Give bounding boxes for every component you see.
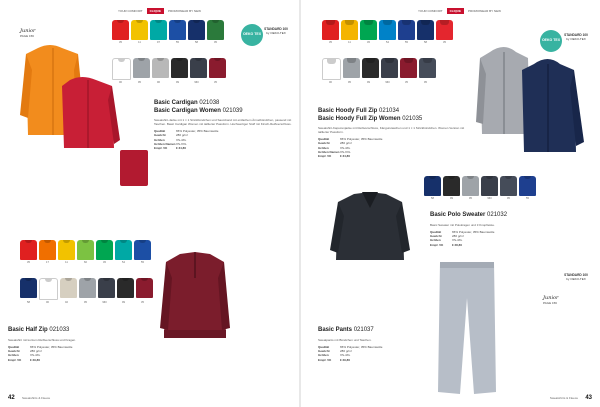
color-swatch (400, 58, 417, 78)
spec-key: Größen Damen (318, 150, 340, 155)
color-swatch (152, 58, 169, 78)
color-swatch (343, 58, 360, 78)
color-code: 58 (195, 41, 198, 44)
color-code: 35 (141, 301, 144, 304)
color-code: 58 (431, 197, 434, 200)
color-swatch (443, 176, 460, 196)
halfzip-photo (160, 248, 230, 343)
color-swatch (39, 240, 56, 260)
color-swatch (77, 240, 94, 260)
spec-value: 65% Polyester, 35% Baumwolle (340, 344, 383, 349)
color-swatch (398, 20, 415, 40)
pants-info (318, 327, 438, 362)
standard-title: STANDARD 100 (564, 33, 588, 37)
spec-key: Größen Damen (154, 142, 176, 147)
color-code: 05 (214, 41, 217, 44)
color-swatch (96, 240, 113, 260)
color-code: 35 (405, 81, 408, 84)
color-code: 00 (46, 301, 49, 304)
hoody-photo (476, 42, 588, 154)
spec-value: € 28,80 (452, 242, 463, 247)
footer-section-left: Sweatshirts & Fleece (22, 396, 51, 400)
color-code: 11 (138, 41, 141, 44)
halfzip-title: Basic Half Zip 021033 (8, 327, 70, 333)
color-code: 99 (367, 81, 370, 84)
color-code: 35 (27, 261, 30, 264)
color-swatch (481, 176, 498, 196)
page-gutter (299, 0, 301, 407)
spec-value: XS-4XL (176, 137, 187, 142)
color-swatch (98, 278, 115, 298)
junior-page-ref: PAGE 156 (20, 34, 34, 38)
cardigan-description: Sweatshirt-Jacke mit 1 × 1 Strickbündchen und Saumband mit einfachem Ärmelbündchen, passend mit Taschen. Basic Cardigan Women mit taillierter Passform. Hochwertiger Stoff mit Kirsch-Reißverschluss. (154, 118, 292, 127)
color-swatch (20, 278, 37, 298)
color-swatch (417, 20, 434, 40)
color-code: 99 (450, 197, 453, 200)
color-code: 97 (157, 41, 160, 44)
header-label: PROMOWEAR BY NEW (467, 9, 501, 13)
spec-value: XS-4XL (340, 145, 351, 150)
sweater-photo (330, 188, 410, 263)
color-swatch (39, 278, 58, 300)
color-code: 35 (119, 41, 122, 44)
color-swatch (188, 20, 205, 40)
cardigan-detail-photo (120, 150, 148, 186)
pants-title: Basic Pants 021037 (318, 327, 374, 333)
color-code: 45 (367, 41, 370, 44)
color-code: 54 (386, 41, 389, 44)
color-swatch (379, 20, 396, 40)
color-code: 55 (526, 197, 529, 200)
standard-100-label (262, 28, 290, 35)
color-code: 960 (385, 81, 390, 84)
color-swatch (169, 20, 186, 40)
footer-section-right: Sweatshirts & Fleece (549, 396, 578, 400)
color-swatch (20, 240, 37, 260)
spec-key: Qualität (154, 129, 166, 134)
color-swatch (419, 58, 436, 78)
spec-value: XS-XXL (340, 150, 351, 155)
color-swatch (341, 20, 358, 40)
junior-logo-right (543, 295, 558, 305)
color-swatch (322, 58, 341, 80)
color-swatch (207, 20, 224, 40)
spec-value: 65% Polyester, 35% Baumwolle (452, 229, 495, 234)
color-code: 17 (46, 261, 49, 264)
cardigan-info (154, 100, 294, 151)
spec-value: € 29,80 (340, 357, 351, 362)
color-code: 960 (102, 301, 107, 304)
spec-key: Größen (8, 353, 19, 358)
spec-key: Empf. VK (430, 242, 444, 247)
header-label: PROMOWEAR BY NEW (167, 9, 201, 13)
standard-100-label-pants (561, 274, 591, 281)
spec-value: XS-4XL (452, 238, 463, 243)
spec-value: 65% Polyester, 35% Baumwolle (176, 129, 219, 134)
spec-key: Empf. VK (8, 357, 22, 362)
color-swatch (209, 58, 226, 78)
color-swatch (171, 58, 188, 78)
color-code: 02 (65, 301, 68, 304)
spec-key: Gewicht (318, 141, 330, 146)
color-swatch (519, 176, 536, 196)
spec-row (430, 243, 560, 247)
page-number-right: 43 (585, 395, 592, 401)
spec-value: XS-4XL (340, 353, 351, 358)
spec-key: Gewicht (318, 348, 330, 353)
spec-value: XS-4XL (30, 353, 41, 358)
color-code: 35 (443, 41, 446, 44)
spec-key: Empf. VK (154, 146, 168, 151)
hoody-info (318, 108, 468, 159)
badge-text: OEKO TEX (242, 32, 262, 37)
spec-key: Empf. VK (318, 357, 332, 362)
color-swatch (117, 278, 134, 298)
standard-sub: by OEKO-TEX (566, 276, 586, 281)
spec-key: Größen (430, 238, 441, 243)
hoody-specs (318, 137, 468, 159)
cardigan-swatches (112, 20, 226, 84)
color-code: 00 (119, 81, 122, 84)
color-swatch (362, 58, 379, 78)
standard-title: STANDARD 100 (564, 273, 588, 277)
color-code: 11 (65, 261, 68, 264)
spec-value: 65% Polyester, 35% Baumwolle (30, 344, 73, 349)
spec-key: Größen (154, 137, 165, 142)
color-swatch (133, 58, 150, 78)
sweater-title: Basic Polo Sweater 021032 (430, 212, 508, 218)
color-swatch (360, 20, 377, 40)
spec-value: € 34,80 (176, 146, 187, 151)
halfzip-description: Sweatshirt mit kurzem Reißverschluss und Kragen. (8, 337, 77, 342)
color-swatch (381, 58, 398, 78)
color-code: 55 (141, 261, 144, 264)
junior-page-ref: PAGE 156 (543, 301, 557, 305)
halfzip-info (8, 327, 148, 362)
color-swatch (79, 278, 96, 298)
spec-key: Qualität (430, 229, 442, 234)
spec-value: 280 g/m² (176, 133, 188, 138)
hoody-swatches (322, 20, 453, 84)
pants-specs (318, 345, 438, 362)
junior-logo-left (20, 28, 35, 38)
color-code: 35 (214, 81, 217, 84)
sweater-specs (430, 230, 560, 247)
spec-key: Qualität (318, 344, 330, 349)
color-code: 58 (424, 41, 427, 44)
cardigan-title: Basic Cardigan 021038 Basic Cardigan Women 021039 (154, 100, 243, 114)
color-code: 55 (405, 41, 408, 44)
spec-value: € 29,80 (30, 357, 41, 362)
spec-value: XS-XXL (176, 142, 187, 147)
color-code: 58 (27, 301, 30, 304)
color-code: 960 (487, 197, 492, 200)
spec-row (318, 154, 468, 158)
color-swatch (134, 240, 151, 260)
halfzip-swatches (20, 240, 153, 304)
spec-key: Gewicht (430, 233, 442, 238)
color-swatch (131, 20, 148, 40)
color-swatch (136, 278, 153, 298)
header-left (118, 8, 201, 14)
hoody-title: Basic Hoody Full Zip 021034 Basic Hoody Full Zip Women 021035 (318, 108, 423, 122)
color-swatch (58, 240, 75, 260)
pants-photo (432, 258, 502, 396)
spec-key: Gewicht (8, 348, 20, 353)
standard-sub: by OEKO-TEX (266, 30, 286, 35)
color-swatch (60, 278, 77, 298)
color-code: 99 (176, 81, 179, 84)
color-swatch (112, 58, 131, 80)
header-label: YOUR COMFORT (118, 9, 143, 13)
color-code: 960 (194, 81, 199, 84)
color-swatch (424, 176, 441, 196)
junior-logo-text: Junior (20, 28, 36, 34)
spec-key: Größen (318, 145, 329, 150)
hoody-description: Sweatshirt-Kapuzenjacke mit Reißverschluss, Kängurutaschen und 1 × 1 Strickbündchen. Women Version mit taillierter Passform. (318, 126, 465, 135)
color-code: 45 (103, 261, 106, 264)
color-code: 00 (329, 81, 332, 84)
color-code: 95 (424, 81, 427, 84)
color-swatch (462, 176, 479, 196)
spec-value: 280 g/m² (340, 348, 352, 353)
header-label: YOUR COMFORT (418, 9, 443, 13)
standard-100-label (562, 34, 590, 41)
spec-value: 280 g/m² (30, 348, 42, 353)
color-swatch (436, 20, 453, 40)
color-code: 96 (157, 81, 160, 84)
standard-title: STANDARD 100 (264, 27, 288, 31)
spec-row (318, 358, 438, 362)
pants-description: Sweatpants mit Bündchen und Taschen. (318, 337, 372, 342)
header-right (418, 8, 501, 14)
cardigan-specs (154, 129, 294, 151)
color-code: 95 (84, 301, 87, 304)
color-code: 54 (122, 261, 125, 264)
sweater-description: Basic Sweater mit Polokragen und 3 Knopfleiste. (430, 222, 495, 227)
category-tag: CLIQUE (147, 8, 164, 14)
spec-key: Größen (318, 353, 329, 358)
color-code: 60 (84, 261, 87, 264)
spec-key: Qualität (8, 344, 20, 349)
color-code: 95 (507, 197, 510, 200)
color-swatch (115, 240, 132, 260)
color-code: 99 (122, 301, 125, 304)
sweater-swatches (424, 176, 536, 200)
color-swatch (322, 20, 339, 40)
spec-key: Qualität (318, 137, 330, 142)
color-swatch (190, 58, 207, 78)
color-code: 35 (329, 41, 332, 44)
color-code: 11 (348, 41, 351, 44)
spec-row (154, 146, 294, 150)
cardigan-photo (20, 40, 125, 150)
standard-sub: by OEKO-TEX (566, 36, 586, 41)
spec-value: 280 g/m² (340, 141, 352, 146)
color-code: 95 (138, 81, 141, 84)
spec-key: Gewicht (154, 133, 166, 138)
color-swatch (112, 20, 129, 40)
badge-text: OEKO TEX (541, 38, 561, 43)
color-code: 95 (469, 197, 472, 200)
color-code: 55 (176, 41, 179, 44)
spec-row (8, 358, 148, 362)
spec-value: 280 g/m² (452, 233, 464, 238)
sweater-info (430, 212, 560, 247)
category-tag: CLIQUE (447, 8, 464, 14)
spec-value: € 34,80 (340, 154, 351, 159)
color-swatch (150, 20, 167, 40)
color-code: 95 (348, 81, 351, 84)
color-swatch (500, 176, 517, 196)
oeko-tex-badge (241, 24, 263, 46)
junior-logo-text: Junior (543, 295, 559, 301)
spec-value: 65% Polyester, 35% Baumwolle (340, 137, 383, 142)
halfzip-specs (8, 345, 148, 362)
page-number-left: 42 (8, 395, 15, 401)
spec-key: Empf. VK (318, 154, 332, 159)
